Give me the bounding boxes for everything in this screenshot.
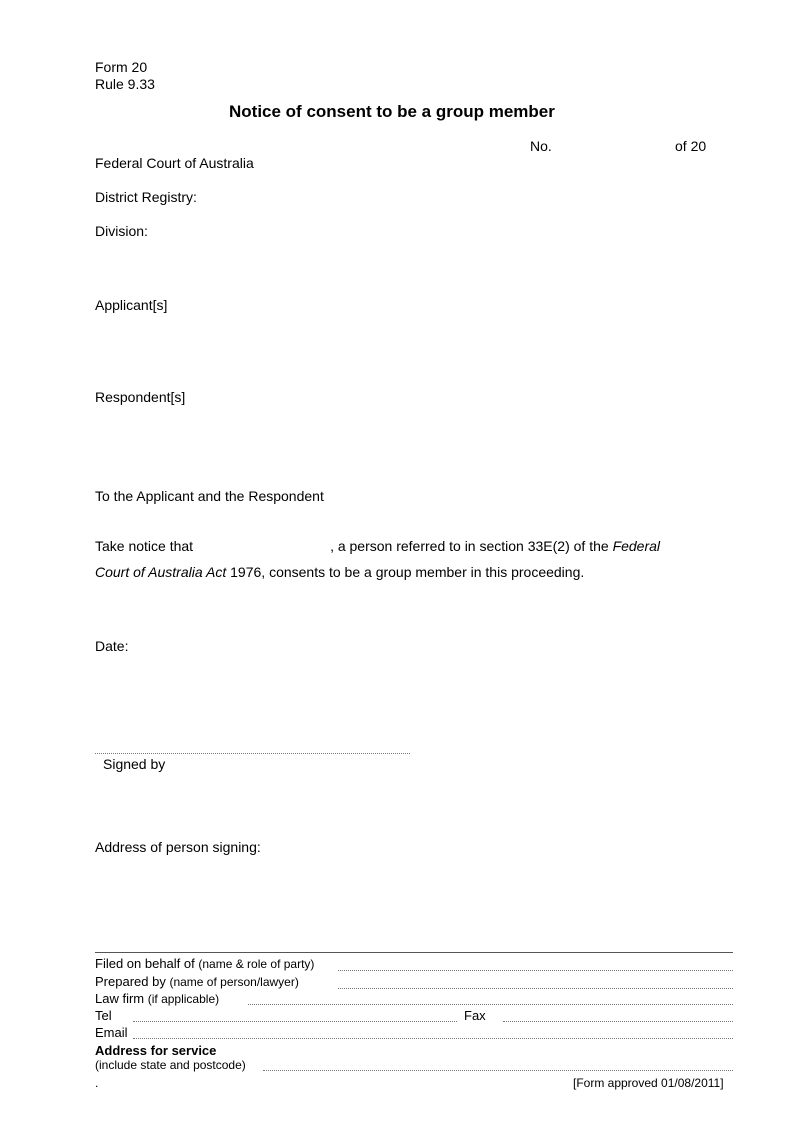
proceeding-no-label: No. <box>530 138 552 154</box>
notice-end: 1976, consents to be a group member in this proceeding. <box>226 564 585 580</box>
addressee: To the Applicant and the Respondent <box>95 488 324 504</box>
tel-label: Tel <box>95 1008 112 1023</box>
court-name: Federal Court of Australia <box>95 155 254 171</box>
notice-start: Take notice that <box>95 538 194 554</box>
notice-mid: , a person referred to in section 33E(2) of the <box>330 538 613 554</box>
prepared-by-line <box>338 988 733 989</box>
form-number: Form 20 <box>95 59 148 75</box>
filed-on-behalf-line <box>338 970 733 971</box>
signature-line <box>95 753 410 754</box>
email-label: Email <box>95 1025 128 1040</box>
filed-on-behalf-row <box>95 956 314 971</box>
notice-line-2 <box>95 564 584 580</box>
signed-by-label: Signed by <box>103 756 166 772</box>
footer-divider <box>95 952 733 953</box>
address-for-service-line <box>263 1070 733 1071</box>
act-name-part-1: Federal <box>612 538 661 554</box>
proceeding-year-label: of 20 <box>675 138 707 154</box>
filed-on-behalf-hint: (name & role of party) <box>198 957 315 971</box>
respondent-label: Respondent[s] <box>95 389 186 405</box>
footer-period: . <box>95 1076 99 1090</box>
form-approval-note: [Form approved 01/08/2011] <box>573 1076 724 1090</box>
division-label: Division: <box>95 223 148 239</box>
law-firm-line <box>248 1004 733 1005</box>
prepared-by-hint: (name of person/lawyer) <box>169 975 299 989</box>
tel-line <box>133 1021 457 1022</box>
district-registry-label: District Registry: <box>95 189 197 205</box>
applicant-label: Applicant[s] <box>95 297 168 313</box>
page-title: Notice of consent to be a group member <box>229 102 555 121</box>
address-for-service-hint: (include state and postcode) <box>95 1058 246 1072</box>
fax-line <box>503 1021 733 1022</box>
address-of-signer-label: Address of person signing: <box>95 839 261 855</box>
notice-line-1 <box>95 538 660 554</box>
law-firm-row <box>95 991 219 1006</box>
date-label: Date: <box>95 638 129 654</box>
law-firm-hint: (if applicable) <box>147 992 220 1006</box>
filed-on-behalf-label: Filed on behalf of <box>95 956 195 971</box>
email-line <box>133 1038 733 1039</box>
prepared-by-row <box>95 974 299 989</box>
rule-number: Rule 9.33 <box>95 76 155 92</box>
prepared-by-label: Prepared by <box>95 974 166 989</box>
fax-label: Fax <box>464 1008 486 1023</box>
law-firm-label: Law firm <box>95 991 145 1006</box>
act-name-part-2: Court of Australia Act <box>95 564 227 580</box>
address-for-service-label: Address for service <box>95 1043 217 1058</box>
